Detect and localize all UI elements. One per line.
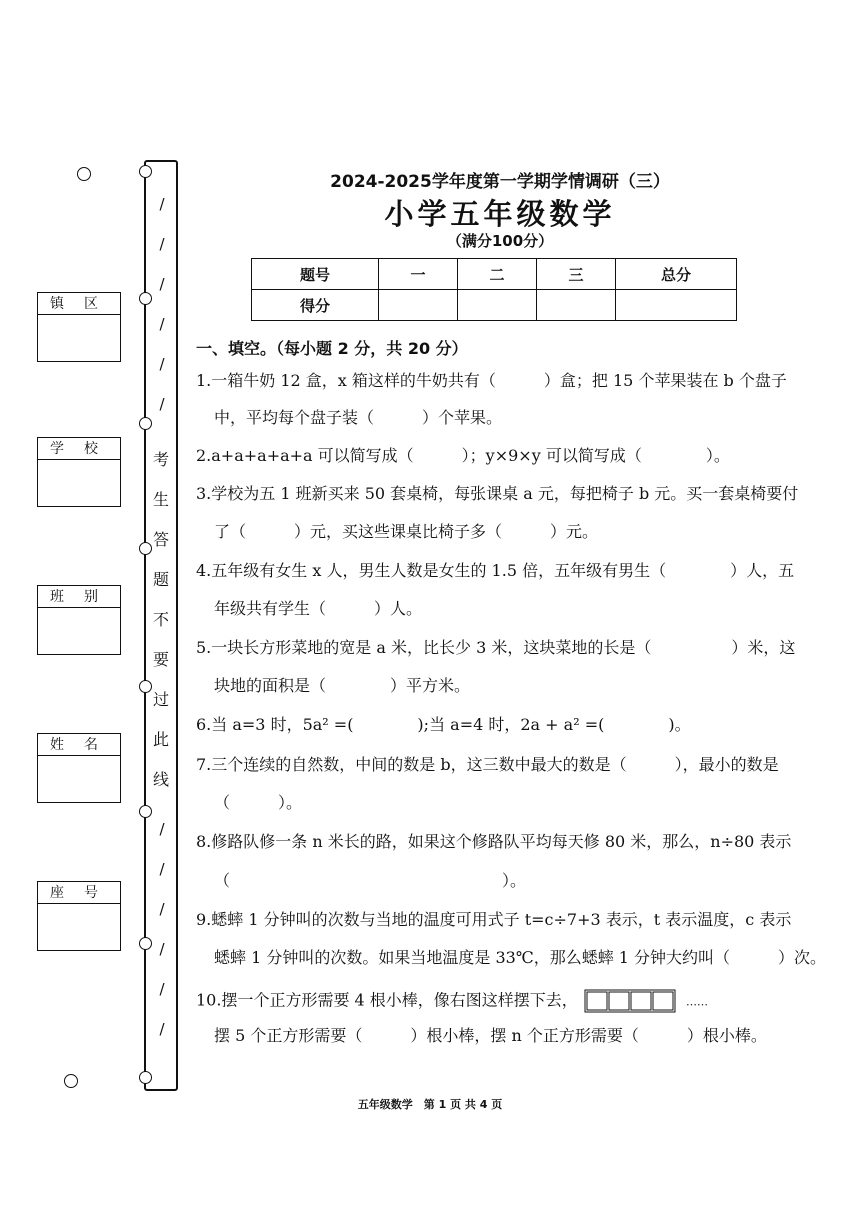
matchstick-squares-figure [583,988,681,1014]
table-cell: 二 [458,259,537,290]
strip-slash: / [159,980,165,998]
table-cell: 得分 [252,290,379,321]
info-box-town[interactable] [37,292,121,362]
strip-char: 题 [152,570,169,589]
info-box-school[interactable] [37,437,121,507]
score-cell[interactable] [458,290,537,321]
full-score-label: （满分100分） [446,232,554,250]
strip-char: 答 [152,530,169,549]
table-row [252,259,737,290]
question-9: 9.蟋蟀 1 分钟叫的次数与当地的温度可用式子 t=c÷7+3 表示，t 表示温度，c 表示 [196,910,792,929]
page-footer: 五年级数学 第 1 页 共 4 页 [357,1098,503,1111]
info-label: 姓名 [38,734,120,756]
strip-circle [139,165,152,178]
table-cell: 题号 [252,259,379,290]
question-5: 5.一块长方形菜地的宽是 a 米，比长少 3 米，这块菜地的长是（ ）米，这 [196,638,796,657]
strip-circle [139,1071,152,1084]
info-box-name[interactable] [37,733,121,803]
question-10-cont: 摆 5 个正方形需要（ ）根小棒，摆 n 个正方形需要（ ）根小棒。 [214,1026,767,1045]
subject-title: 小学五年级数学 [384,197,616,231]
strip-circle [139,805,152,818]
strip-slash: / [159,395,165,413]
question-5-cont: 块地的面积是（ ）平方米。 [214,676,471,695]
strip-slash: / [159,235,165,253]
question-7-cont: （ ）。 [214,793,303,812]
table-row [252,290,737,321]
score-table [251,258,737,321]
question-4: 4.五年级有女生 x 人，男生人数是女生的 1.5 倍，五年级有男生（ ）人，五 [196,561,795,580]
strip-slash: / [159,355,165,373]
table-cell: 总分 [616,259,737,290]
strip-char: 不 [152,610,169,629]
binding-strip [144,160,178,1091]
question-10-text: 10.摆一个正方形需要 4 根小棒，像右图这样摆下去， [196,990,578,1010]
strip-slash: / [159,1020,165,1038]
strip-slash: / [159,820,165,838]
table-cell: 一 [379,259,458,290]
strip-char: 生 [152,490,169,509]
strip-circle [139,292,152,305]
strip-slash: / [159,315,165,333]
question-4-cont: 年级共有学生（ ）人。 [214,599,423,618]
strip-char: 过 [152,690,169,709]
strip-slash: / [159,940,165,958]
question-8: 8.修路队修一条 n 米长的路，如果这个修路队平均每天修 80 米，那么，n÷80 表示 [196,832,792,851]
question-6: 6.当 a=3 时，5a² =( );当 a=4 时，2a + a² =( )。 [196,715,691,734]
strip-slash: / [159,860,165,878]
question-7: 7.三个连续的自然数，中间的数是 b，这三数中最大的数是（ ），最小的数是 [196,755,779,774]
strip-circle [139,417,152,430]
question-1-cont: 中，平均每个盘子装（ ）个苹果。 [214,408,503,427]
table-cell: 三 [537,259,616,290]
score-cell[interactable] [537,290,616,321]
question-1: 1.一箱牛奶 12 盒，x 箱这样的牛奶共有（ ）盒；把 15 个苹果装在 b 个盘子 [196,371,787,390]
strip-slash: / [159,900,165,918]
question-9-cont: 蟋蟀 1 分钟叫的次数。如果当地温度是 33℃，那么蟋蟀 1 分钟大约叫（ ）次。 [214,948,827,967]
info-label: 座号 [38,882,120,904]
info-label: 学校 [38,438,120,460]
section-heading: 一、填空。（每小题 2 分，共 20 分） [196,339,468,358]
info-box-class[interactable] [37,585,121,655]
strip-char: 线 [152,770,169,789]
punch-hole-top [77,167,91,181]
strip-char: 要 [152,650,169,669]
strip-slash: / [159,195,165,213]
question-3: 3.学校为五 1 班新买来 50 套桌椅，每张课桌 a 元，每把椅子 b 元。买一套桌椅要付 [196,484,799,503]
question-3-cont: 了（ ）元，买这些课桌比椅子多（ ）元。 [214,522,599,541]
strip-slash: / [159,275,165,293]
score-cell[interactable] [379,290,458,321]
question-8-cont: （ ）。 [214,871,527,890]
strip-char: 此 [152,730,169,749]
question-10 [196,988,708,1014]
punch-hole-bottom [64,1074,78,1088]
info-box-seat[interactable] [37,881,121,951]
strip-circle [139,937,152,950]
info-label: 镇区 [38,293,120,315]
info-label: 班别 [38,586,120,608]
question-2: 2.a+a+a+a+a 可以简写成（ ）；y×9×y 可以简写成（ ）。 [196,446,730,465]
strip-char: 考 [152,450,169,469]
score-cell[interactable] [616,290,737,321]
exam-title: 2024-2025学年度第一学期学情调研（三） [330,172,670,192]
ellipsis: …… [686,995,708,1009]
